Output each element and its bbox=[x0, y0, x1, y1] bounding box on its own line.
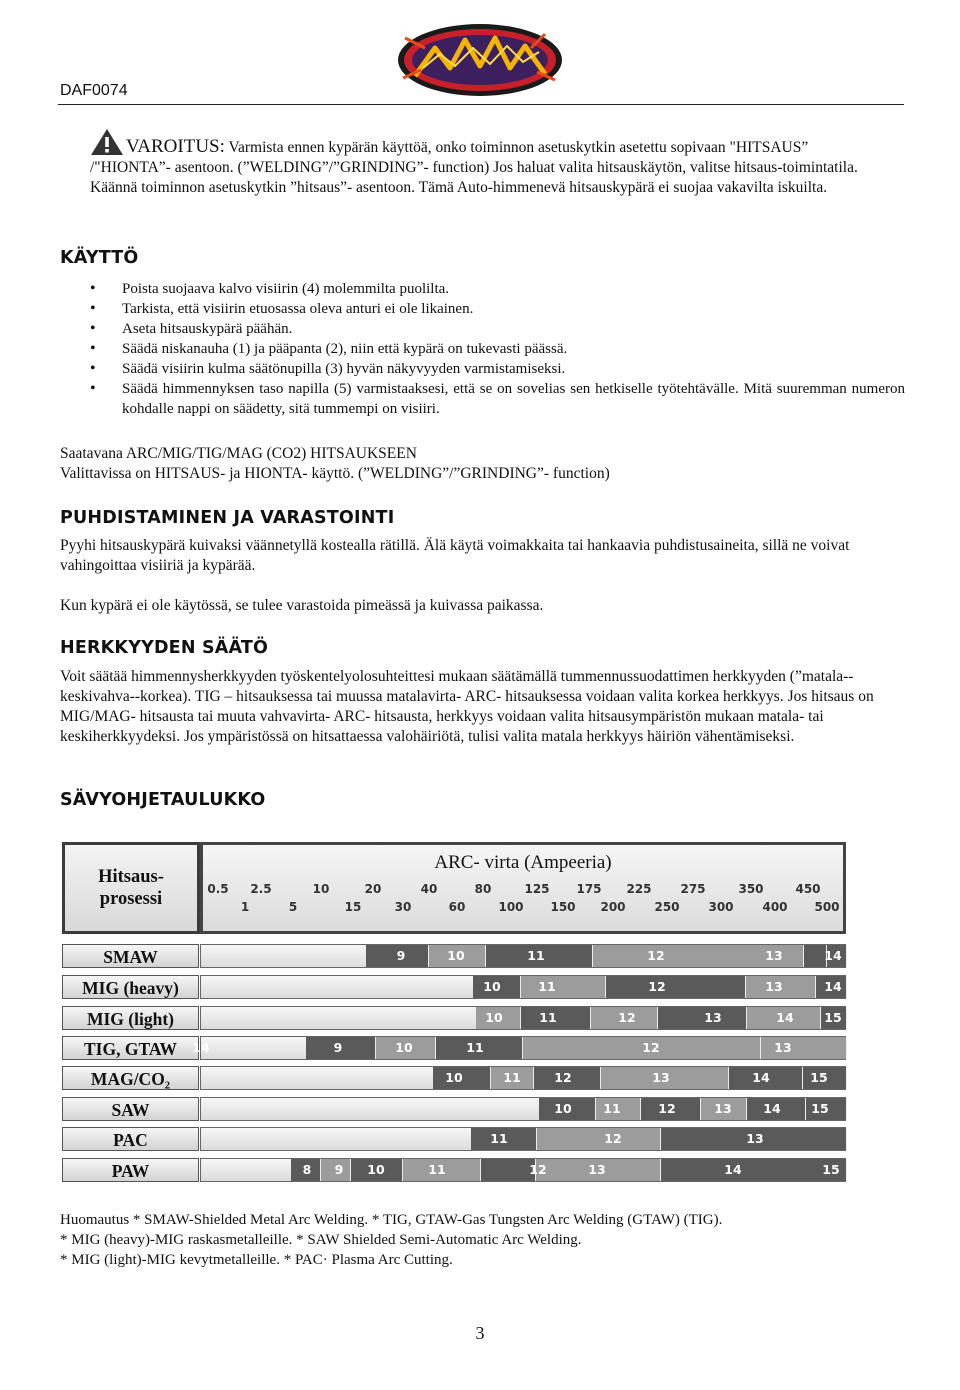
shade-number-label: 15 bbox=[810, 1070, 828, 1085]
shade-number-label: 12 bbox=[604, 1131, 622, 1146]
arc-current-title: ARC- virta (Ampeeria) bbox=[434, 852, 612, 873]
amperage-tick-label: 30 bbox=[394, 900, 412, 914]
shade-number-label: 11 bbox=[527, 948, 545, 963]
shade-number-label: 9 bbox=[334, 1162, 344, 1177]
amperage-tick-label: 2.5 bbox=[250, 882, 272, 896]
shade-number-label: 12 bbox=[554, 1070, 572, 1085]
amperage-tick-label: 400 bbox=[762, 900, 788, 914]
document-code: DAF0074 bbox=[60, 82, 128, 99]
cleaning-paragraph-1: Pyyhi hitsauskypärä kuivaksi väännetyllä kostealla rätillä. Älä käytä voimakkaita tai hankaavia puhdistusaineita, sillä ne voivat vahingoittaa visiiriä ja kypärää. bbox=[60, 537, 850, 574]
shade-range-bar bbox=[192, 1036, 846, 1060]
process-header-line: prosessi bbox=[99, 889, 163, 909]
shade-range-bar bbox=[200, 1097, 846, 1121]
shade-range-bar bbox=[200, 1006, 846, 1030]
amperage-tick-label: 125 bbox=[524, 882, 550, 896]
shade-range-bar bbox=[200, 975, 846, 999]
list-item: • Säädä himmennyksen taso napilla (5) varmistaaksesi, että se on sovelias sen hetkiselle työtehtävälle. Mitä suuremman numeron kohdalle nappi on säädetty, sitä tummempi on visiiri. bbox=[90, 379, 905, 419]
shade-number-label: 13 bbox=[714, 1101, 732, 1116]
shade-segment bbox=[658, 1007, 747, 1029]
availability-line-2: Valittavissa on HITSAUS- ja HIONTA- käyttö. (”WELDING”/”GRINDING”- function) bbox=[60, 465, 610, 482]
amperage-tick-label: 150 bbox=[550, 900, 576, 914]
shade-number-label: 10 bbox=[367, 1162, 385, 1177]
process-row-label: SAW bbox=[62, 1097, 199, 1121]
heading-sensitivity: HERKKYYDEN SÄÄTÖ bbox=[60, 638, 269, 658]
shade-number-label: 13 bbox=[746, 1131, 764, 1146]
process-row-label: MIG (light) bbox=[62, 1006, 199, 1030]
shade-number-label: 12 bbox=[648, 979, 666, 994]
amperage-tick-label: 500 bbox=[814, 900, 840, 914]
availability-line-1: Saatavana ARC/MIG/TIG/MAG (CO2) HITSAUKSEEN bbox=[60, 445, 417, 462]
process-header-cell bbox=[62, 842, 200, 934]
header-rule bbox=[58, 104, 904, 105]
shade-number-label: 14 bbox=[824, 979, 842, 994]
process-header-line: Hitsaus- bbox=[98, 867, 164, 887]
list-item: • Aseta hitsauskypärä päähän. bbox=[90, 319, 905, 339]
amperage-tick-label: 225 bbox=[626, 882, 652, 896]
amperage-tick-label: 100 bbox=[498, 900, 524, 914]
shade-number-label: 9 bbox=[333, 1040, 343, 1055]
shade-number-label: 14 bbox=[192, 1040, 210, 1055]
shade-range-bar bbox=[200, 1158, 846, 1182]
shade-segment bbox=[661, 1159, 847, 1181]
shade-number-label: 13 bbox=[765, 948, 783, 963]
warning-triangle-icon bbox=[90, 128, 124, 156]
list-item: • Poista suojaava kalvo visiirin (4) molemmilta puolilta. bbox=[90, 279, 905, 299]
shade-number-label: 13 bbox=[774, 1040, 792, 1055]
shade-number-label: 14 bbox=[824, 948, 842, 963]
page-number: 3 bbox=[475, 1323, 485, 1343]
heading-cleaning: PUHDISTAMINEN JA VARASTOINTI bbox=[60, 508, 395, 528]
shade-number-label: 9 bbox=[396, 948, 406, 963]
heading-usage: KÄYTTÖ bbox=[60, 248, 139, 268]
shade-number-label: 13 bbox=[765, 979, 783, 994]
process-row-label: SMAW bbox=[62, 944, 199, 968]
process-row-label: MAG/CO₂ bbox=[62, 1066, 199, 1090]
process-row-label: PAC bbox=[62, 1127, 199, 1151]
amperage-tick-label: 300 bbox=[708, 900, 734, 914]
shade-range-bar bbox=[200, 944, 846, 968]
list-item: • Tarkista, että visiirin etuosassa oleva anturi ei ole likainen. bbox=[90, 299, 905, 319]
notes-block bbox=[60, 1210, 905, 1270]
amperage-tick-label: 1 bbox=[240, 900, 250, 914]
shade-number-label: 11 bbox=[490, 1131, 508, 1146]
shade-range-bar bbox=[200, 1127, 846, 1151]
shade-number-label: 11 bbox=[539, 1010, 557, 1025]
shade-number-label: 13 bbox=[704, 1010, 722, 1025]
shade-segment bbox=[481, 1159, 536, 1181]
list-item: • Säädä visiirin kulma säätönupilla (3) hyvän näkyvyyden varmistamiseksi. bbox=[90, 359, 905, 379]
shade-number-label: 14 bbox=[724, 1162, 742, 1177]
shade-segment bbox=[537, 1128, 661, 1150]
shade-number-label: 8 bbox=[302, 1162, 312, 1177]
shade-number-label: 11 bbox=[603, 1101, 621, 1116]
shade-range-bar bbox=[200, 1066, 846, 1090]
shade-number-label: 14 bbox=[776, 1010, 794, 1025]
shade-segment bbox=[521, 976, 606, 998]
shade-number-label: 11 bbox=[466, 1040, 484, 1055]
note-line: * MIG (light)-MIG kevytmetalleille. * PAC· Plasma Arc Cutting. bbox=[60, 1252, 453, 1268]
amperage-tick-label: 5 bbox=[288, 900, 298, 914]
amperage-tick-label: 10 bbox=[312, 882, 330, 896]
shade-number-label: 10 bbox=[445, 1070, 463, 1085]
shade-number-label: 13 bbox=[588, 1162, 606, 1177]
amperage-tick-label: 350 bbox=[738, 882, 764, 896]
amperage-tick-label: 450 bbox=[795, 882, 821, 896]
warning-text: Varmista ennen kypärän käyttöä, onko toiminnon asetuskytkin asetettu sopivaan "HITSAUS” /"HIONTA”- asentoon. (”WELDING”/”GRINDING”- function) Jos haluat valita hitsauskäytön, valitse hitsaus-toimintatila. Käännä toiminnon asetuskytkin ”hitsaus”- asentoon. Tämä Auto-himmenevä hitsauskypärä ei suojaa vakavilta iskuilta. bbox=[90, 139, 858, 196]
warning-block bbox=[90, 128, 880, 198]
shade-number-label: 13 bbox=[652, 1070, 670, 1085]
shade-number-label: 10 bbox=[395, 1040, 413, 1055]
note-line: * MIG (heavy)-MIG raskasmetalleille. * SAW Shielded Semi-Automatic Arc Welding. bbox=[60, 1232, 582, 1248]
shade-number-label: 10 bbox=[483, 979, 501, 994]
shade-segment bbox=[606, 976, 746, 998]
process-row-label: MIG (heavy) bbox=[62, 975, 199, 999]
shade-number-label: 10 bbox=[485, 1010, 503, 1025]
amperage-tick-label: 275 bbox=[680, 882, 706, 896]
amperage-tick-label: 80 bbox=[474, 882, 492, 896]
note-line: Huomautus * SMAW-Shielded Metal Arc Welding. * TIG, GTAW-Gas Tungsten Arc Welding (GTAW) (TIG). bbox=[60, 1212, 723, 1228]
shade-number-label: 10 bbox=[554, 1101, 572, 1116]
shade-number-label: 11 bbox=[503, 1070, 521, 1085]
shade-number-label: 12 bbox=[658, 1101, 676, 1116]
shade-number-label: 12 bbox=[642, 1040, 660, 1055]
shade-number-label: 12 bbox=[647, 948, 665, 963]
amperage-tick-label: 15 bbox=[344, 900, 362, 914]
process-row-label: PAW bbox=[62, 1158, 199, 1182]
shade-number-label: 11 bbox=[538, 979, 556, 994]
shade-number-label: 12 bbox=[529, 1162, 547, 1177]
process-row-label: TIG, GTAW bbox=[62, 1036, 199, 1060]
amperage-tick-label: 60 bbox=[448, 900, 466, 914]
shade-number-label: 11 bbox=[428, 1162, 446, 1177]
shade-number-label: 14 bbox=[752, 1070, 770, 1085]
amperage-tick-label: 200 bbox=[600, 900, 626, 914]
shade-number-label: 15 bbox=[822, 1162, 840, 1177]
usage-bullet-list bbox=[90, 279, 905, 419]
shade-number-label: 15 bbox=[824, 1010, 842, 1025]
shade-number-label: 12 bbox=[618, 1010, 636, 1025]
amperage-tick-label: 20 bbox=[364, 882, 382, 896]
sensitivity-paragraph: Voit säätää himmennysherkkyyden työskentelyolosuhteittesi mukaan säätämällä tummennussuodattimen herkkyyden (”matala--keskivahva--korkea). TIG – hitsauksessa tai muussa matalavirta- ARC- hitsauksessa voidaan valita korkea herkkyys. Jos hitsaus on MIG/MAG- hitsausta tai muuta vahvavirta- ARC- hitsausta, herkkyys voidaan valita hitsausympäristön mukaan matala- tai keskiherkkyydeksi. Jos ympäristössä on hitsattaessa valohäiriötä, tulisi valita matala herkkyys häiriön vähentämiseksi. bbox=[60, 668, 874, 745]
amperage-tick-label: 40 bbox=[420, 882, 438, 896]
amperage-tick-label: 250 bbox=[654, 900, 680, 914]
sparker-logo bbox=[395, 18, 565, 100]
amperage-header-cell bbox=[200, 842, 846, 934]
warning-title: VAROITUS: bbox=[126, 136, 225, 157]
shade-number-label: 10 bbox=[447, 948, 465, 963]
heading-shade-table: SÄVYOHJETAULUKKO bbox=[60, 790, 266, 810]
cleaning-paragraph-2: Kun kypärä ei ole käytössä, se tulee varastoida pimeässä ja kuivassa paikassa. bbox=[60, 597, 544, 614]
amperage-tick-label: 175 bbox=[576, 882, 602, 896]
list-item: • Säädä niskanauha (1) ja pääpanta (2), niin että kypärä on tukevasti päässä. bbox=[90, 339, 905, 359]
shade-number-label: 14 bbox=[763, 1101, 781, 1116]
shade-number-label: 15 bbox=[811, 1101, 829, 1116]
amperage-tick-label: 0.5 bbox=[207, 882, 229, 896]
